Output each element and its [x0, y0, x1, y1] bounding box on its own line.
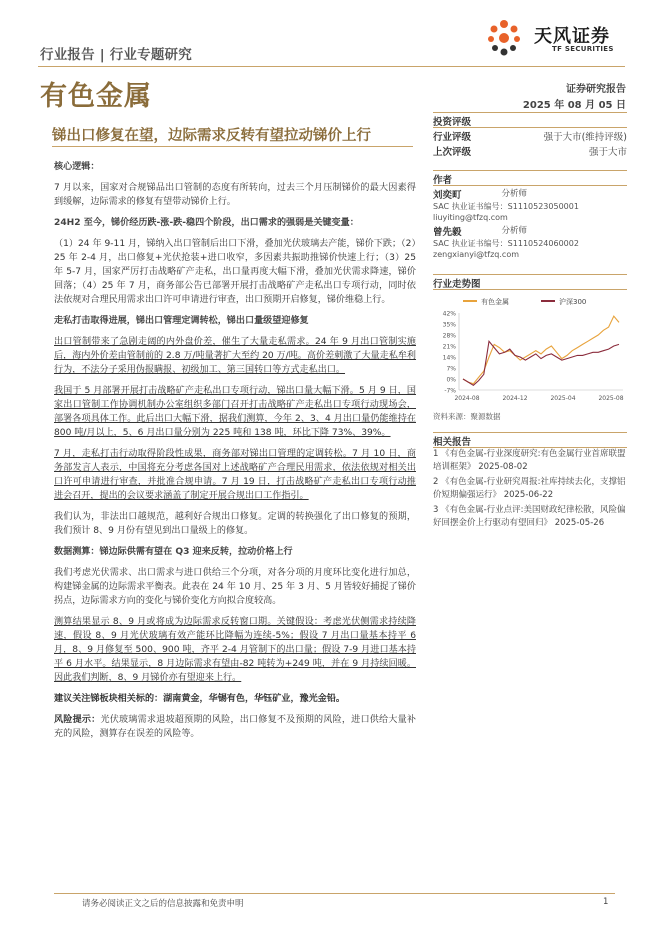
- y-tick-label: 35%: [442, 321, 456, 329]
- related-report-list: [433, 448, 627, 532]
- chart-x-axis: [454, 395, 623, 402]
- author-top-divider: [433, 170, 627, 171]
- y-tick-label: 0%: [446, 376, 456, 384]
- legend-label: 沪深300: [559, 298, 587, 306]
- paragraph: 7 月，走私打击行动取得阶段性成果，商务部对锑出口管理的定调转松。7 月 10 日，商务部发言人表示，中国将充分考虑各国对上述战略矿产合理民用需求，依法依规对相关出口许可申请进行审查，并批准合规申请。7 月 19 日，打击战略矿产走私出口专项行动推进会召开，提出的会议要求涵盖了制定开展合规出口工作指引。: [54, 449, 416, 501]
- author-1: [433, 187, 627, 223]
- x-tick-label: 2025-08: [598, 395, 624, 402]
- tf-logo-icon: [488, 20, 520, 56]
- report-category: 行业报告 | 行业专题研究: [40, 47, 192, 63]
- rating-top-divider: [433, 112, 627, 113]
- page-number: 1: [603, 897, 609, 907]
- trend-label: 行业走势图: [433, 279, 481, 290]
- x-tick-label: 2025-04: [550, 395, 576, 402]
- paragraph: （1）24 年 9-11 月，锑纳入出口管制后出口下滑，叠加光伏玻璃去产能，锑价下跌；（2）25 年 2-4 月，出口修复+光伏抢装+进口收窄，多因素共振助推锑价快速上行；（3）25 年 5-7 月，国家严厉打击战略矿产走私，出口量再度大幅下滑，叠加光伏需求降速，锑价回落；（4）25 年 7 月，商务部公告已部署开展打击战略矿产走私出口专项行动，同时依法依规对合理民用需求出口许可申请进行审查，出口预期开启修复，锑价维稳上行。: [54, 239, 416, 305]
- paragraph: 7 月以来，国家对合规锑品出口管制的态度有所转向，过去三个月压制锑价的最大因素得到缓解，边际需求的修复有望带动锑价上行。: [54, 183, 416, 207]
- core-logic-heading: 核心逻辑：: [54, 162, 100, 172]
- logo-text-en: TF SECURITIES: [552, 45, 614, 53]
- x-tick-label: 2024-12: [502, 395, 528, 402]
- author-role: 分析师: [501, 226, 528, 236]
- author-email[interactable]: liuyiting@tfzq.com: [433, 213, 508, 222]
- chart-series: [463, 316, 619, 385]
- author-label: 作者: [433, 175, 453, 186]
- author-cert: SAC 执业证书编号：S1110524060002: [433, 239, 579, 248]
- author-role: 分析师: [501, 189, 528, 199]
- footer-divider: [54, 893, 615, 894]
- industry-rating-value: 强于大市(维持评级): [543, 132, 627, 143]
- y-tick-label: 7%: [446, 365, 456, 373]
- industry-rating-row: [433, 129, 627, 143]
- trend-top-divider: [433, 274, 627, 275]
- author-cert: SAC 执业证书编号：S1110523050001: [433, 202, 579, 211]
- author-2: [433, 224, 627, 260]
- related-label: 相关报告: [433, 437, 472, 448]
- rating-label: 投资评级: [433, 117, 472, 128]
- chart-legend: [463, 297, 586, 306]
- risk-text: 光伏玻璃需求退坡超预期的风险，出口修复不及预期的风险，进口供给大量补充的风险，测算存在误差的风险等。: [54, 715, 416, 739]
- related-report-item[interactable]: 1 《有色金属-行业深度研究:有色金属行业首席联盟培训框架》 2025-08-02: [433, 449, 626, 472]
- y-tick-label: 14%: [442, 354, 456, 362]
- risk-label: 风险提示：: [54, 715, 101, 725]
- y-tick-label: 28%: [442, 332, 456, 340]
- industry-trend-chart: [433, 291, 627, 411]
- report-type: 证券研究报告: [566, 84, 626, 95]
- risk-paragraph: [54, 713, 416, 741]
- chart-source: 资料来源：聚源数据: [433, 412, 501, 421]
- paragraph: 测算结果显示 8、9 月或将成为边际需求反转窗口期。关键假设：考虑光伏侧需求持续降速，假设 8、9 月光伏玻璃有效产能环比降幅为连续-5%；假设 7 月出口量基本持平 6 月，8、9 月修复至 500、900 吨，齐平 2-4 月管制下的出口量；假设 7-9 月进口基本持平 6 月水平。结果显示，8 月边际需求有望由-82 吨转为+249 吨，并在 9 月持续回暖。因此我们判断，8、9 月锑价亦有望迎来上行。: [54, 617, 416, 683]
- x-tick-label: 2024-08: [454, 395, 480, 402]
- author-email[interactable]: zengxianyi@tfzq.com: [433, 250, 520, 259]
- logo-text-cn: 天风证券: [534, 26, 610, 47]
- paragraph: 我国于 5 月部署开展打击战略矿产走私出口专项行动，锑出口量大幅下滑。5 月 9 日，国家出口管制工作协调机制办公室组织多部门召开打击战略矿产走私出口专项行动现场会，部署各项具体工作。此后出口大幅下滑，据我们测算，今年 2、3、4 月出口量仍能维持在 800 吨/月以上，5、6 月出口量分别为 225 吨和 138 吨，环比下降 73%、39%。: [54, 386, 416, 438]
- author-name: 曾先毅: [433, 227, 462, 238]
- legend-label: 有色金属: [481, 298, 509, 306]
- y-tick-label: -7%: [444, 387, 456, 395]
- related-top-divider: [433, 432, 627, 433]
- paragraph: 我们考虑光伏需求、出口需求与进口供给三个分项，对各分项的月度环比变化进行加总，构建锑金属的边际需求平衡表。此表在 24 年 10 月、25 年 3 月、5 月皆较好捕捉了锑价拐点，边际需求方向的变化与锑价变化方向拟合度较高。: [54, 568, 416, 606]
- author-divider: [433, 185, 627, 186]
- page-title: 有色金属: [40, 81, 152, 112]
- prev-rating-value: 强于大市: [588, 147, 627, 158]
- y-tick-label: 42%: [442, 310, 456, 318]
- recommendation: 建议关注锑板块相关标的：湖南黄金，华锡有色，华钰矿业，豫光金铅。: [54, 694, 346, 704]
- report-body: [54, 160, 416, 748]
- related-report-item[interactable]: 2 《有色金属-行业研究周报:社库持续去化，支撑铝价短期偏强运行》 2025-06-22: [433, 477, 626, 500]
- section-heading: 数据测算：锑边际供需有望在 Q3 迎来反转，拉动价格上行: [54, 547, 293, 557]
- footer-disclaimer: 请务必阅读正文之后的信息披露和免责申明: [82, 899, 244, 909]
- paragraph: 出口管制带来了急剧走阔的内外盘价差，催生了大量走私需求。24 年 9 月出口管制实施后，海内外价差由管制前的 2.8 万/吨量著扩大至约 20 万/吨。高价差刺激了大量走私牟利行为，不法分子采用伪报瞒报、初级加工、第三国转口等方式走私出口。: [54, 337, 417, 375]
- author-name: 刘奕町: [433, 190, 462, 201]
- section-heading: 24H2 至今，锑价经历跌-涨-跌-稳四个阶段，出口需求的强弱是关键变量：: [54, 218, 359, 228]
- y-tick-label: 21%: [442, 343, 456, 351]
- paragraph: 我们认为，非法出口越规范，越利好合规出口修复。定调的转换强化了出口修复的预期，我们预计 8、9 月份有望见到出口量级上的修复。: [54, 512, 416, 536]
- headline-divider: [52, 146, 413, 147]
- report-headline: 锑出口修复在望，边际需求反转有望拉动锑价上行: [52, 128, 371, 144]
- header-divider: [38, 66, 625, 67]
- industry-rating-key: 行业评级: [433, 132, 472, 143]
- prev-rating-key: 上次评级: [433, 147, 472, 158]
- related-report-item[interactable]: 3 《有色金属-行业点评:美国财政纪律松散，风险偏好回摆金价上行驱动有望回归》 2025-05-26: [433, 505, 626, 528]
- series-line: [463, 316, 619, 384]
- report-date: 2025 年 08 月 05 日: [522, 100, 626, 111]
- section-heading: 走私打击取得进展，锑出口管理定调转松，锑出口量级望迎修复: [54, 316, 309, 326]
- trend-divider: [433, 289, 627, 290]
- rating-divider: [433, 127, 627, 128]
- prev-rating-row: [433, 144, 627, 158]
